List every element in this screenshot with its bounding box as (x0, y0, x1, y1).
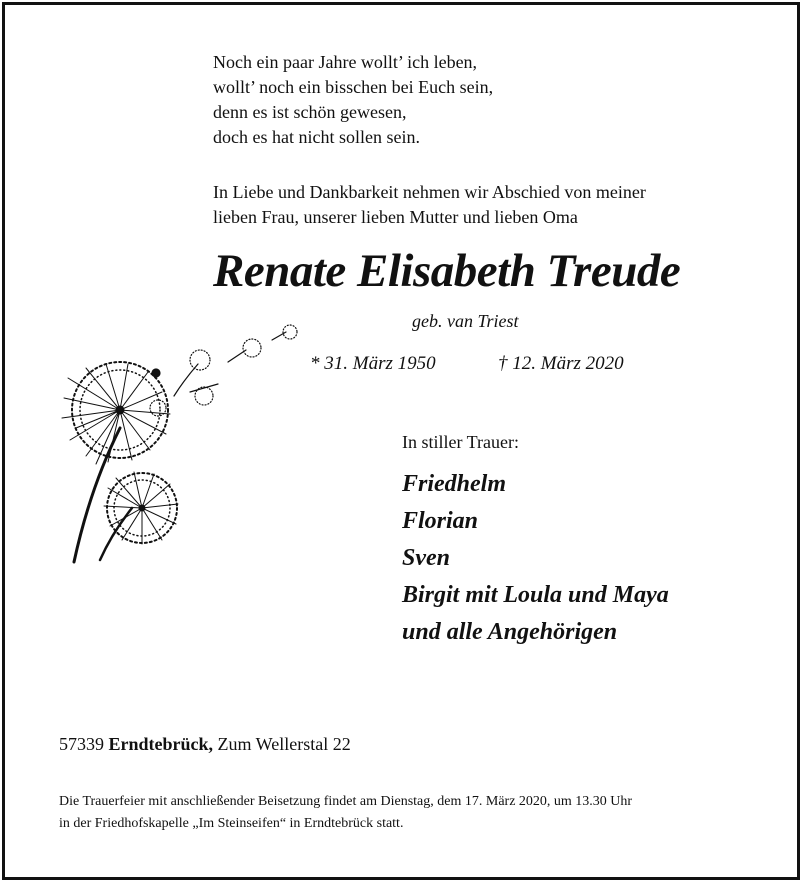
mourner-name: Friedhelm (402, 471, 507, 497)
intro-line: In Liebe und Dankbarkeit nehmen wir Abschied von meiner (213, 182, 646, 202)
death-date: † 12. März 2020 (498, 353, 624, 374)
life-dates (310, 353, 624, 375)
mourner-name: Birgit mit Loula und Maya (402, 582, 669, 608)
poem-line: wollt’ noch ein bisschen bei Euch sein, (213, 77, 494, 97)
poem-line: Noch ein paar Jahre wollt’ ich leben, (213, 52, 478, 72)
service-line: Die Trauerfeier mit anschließender Beisetzung findet am Dienstag, dem 17. März 2020, um 13.30 Uhr (59, 794, 633, 809)
intro-text (213, 180, 646, 230)
poem-line: doch es hat nicht sollen sein. (213, 127, 420, 147)
service-line: in der Friedhofskapelle „Im Steinseifen“ in Erndtebrück statt. (59, 816, 404, 831)
birth-date: * 31. März 1950 (310, 353, 436, 374)
mourning-label: In stiller Trauer: (402, 432, 519, 452)
mourner-name: Florian (402, 508, 479, 534)
maiden-name: geb. van Triest (412, 311, 519, 331)
service-info (59, 791, 632, 835)
mourner-name: Sven (402, 545, 450, 571)
floating-seeds (150, 325, 297, 416)
intro-line: lieben Frau, unserer lieben Mutter und lieben Oma (213, 207, 578, 227)
dandelion-head (62, 362, 170, 464)
address-town: Erndtebrück, (108, 734, 214, 754)
poem (213, 50, 493, 150)
dandelion-stem (74, 428, 120, 562)
deceased-name: Renate Elisabeth Treude (213, 245, 681, 297)
address-zip: 57339 (59, 734, 104, 754)
poem-line: denn es ist schön gewesen, (213, 102, 407, 122)
dandelion-illustration (50, 318, 310, 568)
address (59, 734, 351, 755)
mourners-list (402, 466, 669, 651)
mourner-name: und alle Angehörigen (402, 619, 618, 645)
address-street: Zum Wellerstal 22 (217, 734, 351, 754)
